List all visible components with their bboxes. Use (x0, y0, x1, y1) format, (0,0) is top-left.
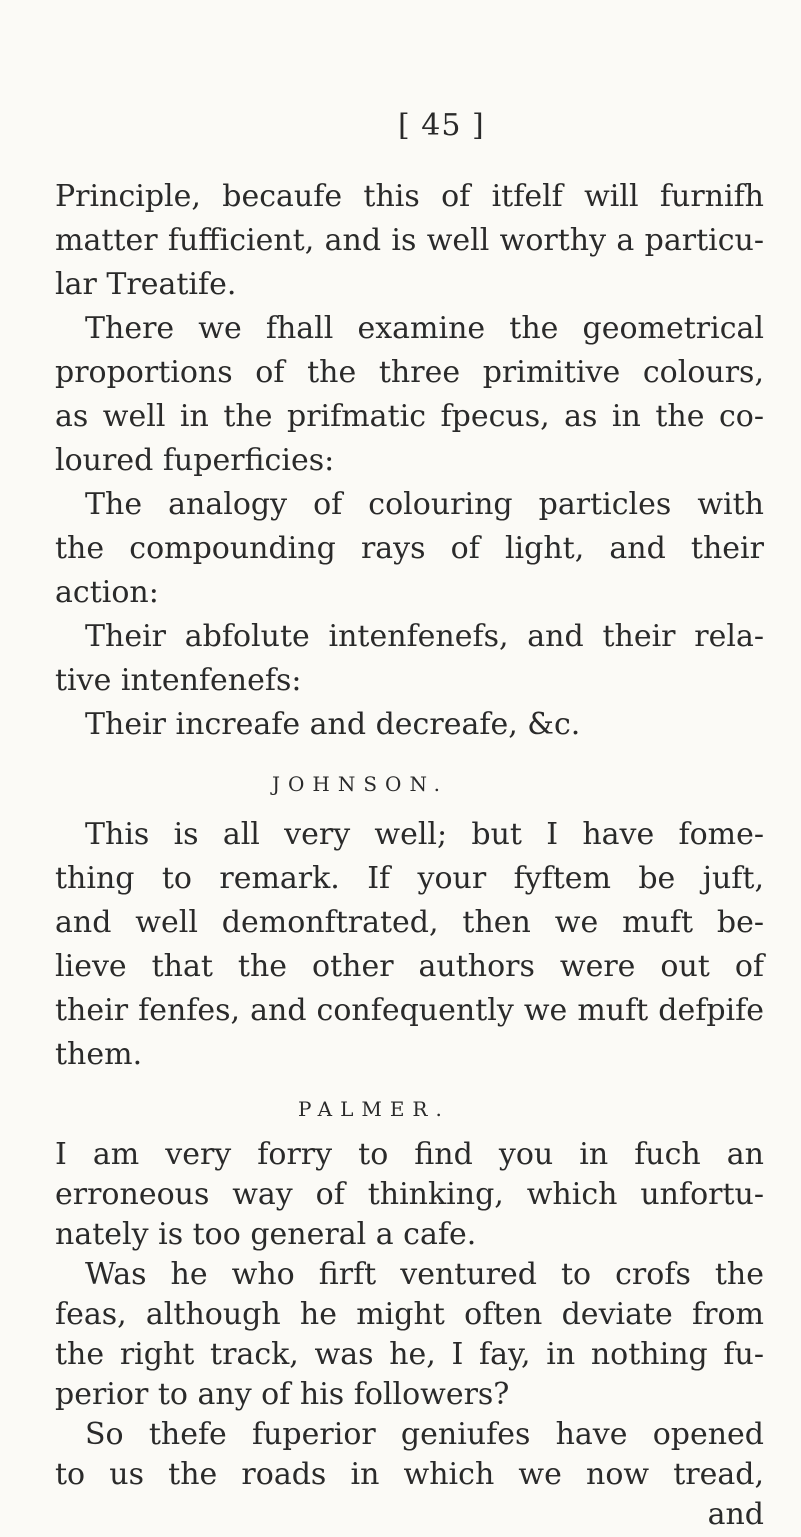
speaker-name: PALMER. (298, 1097, 450, 1121)
text-line: I am very forry to find you in fuch an (55, 1137, 764, 1172)
text-line: action: (55, 575, 159, 610)
text-line: them. (55, 1037, 143, 1072)
text-line: proportions of the three primitive colours, (55, 355, 764, 390)
text-line: There we fhall examine the geometrical (85, 311, 764, 346)
catchword: and (707, 1497, 764, 1532)
text-line: Principle, becaufe this of itfelf will furnifh (55, 179, 764, 214)
text-line: Their increafe and decreafe, &c. (85, 707, 581, 742)
text-line: loured fuperficies: (55, 443, 335, 478)
text-line: their fenfes, and confequently we muft defpife (55, 993, 764, 1028)
text-line: This is all very well; but I have fome- (85, 817, 764, 852)
text-line: matter fufficient, and is well worthy a particu- (55, 223, 764, 258)
text-line: The analogy of colouring particles with (85, 487, 764, 522)
text-line: thing to remark. If your fyftem be juft, (55, 861, 764, 896)
text-line: erroneous way of thinking, which unfortu- (55, 1177, 764, 1212)
text-line: and well demonftrated, then we muft be- (55, 905, 764, 940)
text-line: the right track, was he, I fay, in nothing fu- (55, 1337, 764, 1372)
text-line: Their abfolute intenfenefs, and their rela- (85, 619, 764, 654)
text-line: perior to any of his followers? (55, 1377, 510, 1412)
page-number: [ 45 ] (398, 108, 485, 143)
text-line: feas, although he might often deviate from (55, 1297, 764, 1332)
text-line: to us the roads in which we now tread, (55, 1457, 764, 1492)
text-line: lieve that the other authors were out of (55, 949, 764, 984)
text-line: So thefe fuperior geniufes have opened (85, 1417, 764, 1452)
text-line: tive intenfenefs: (55, 663, 302, 698)
text-line: lar Treatife. (55, 267, 237, 302)
text-line: Was he who firft ventured to crofs the (85, 1257, 764, 1292)
text-line: as well in the prifmatic fpecus, as in the co- (55, 399, 764, 434)
text-line: the compounding rays of light, and their (55, 531, 764, 566)
speaker-name: JOHNSON. (272, 772, 449, 796)
text-line: nately is too general a cafe. (55, 1217, 477, 1252)
